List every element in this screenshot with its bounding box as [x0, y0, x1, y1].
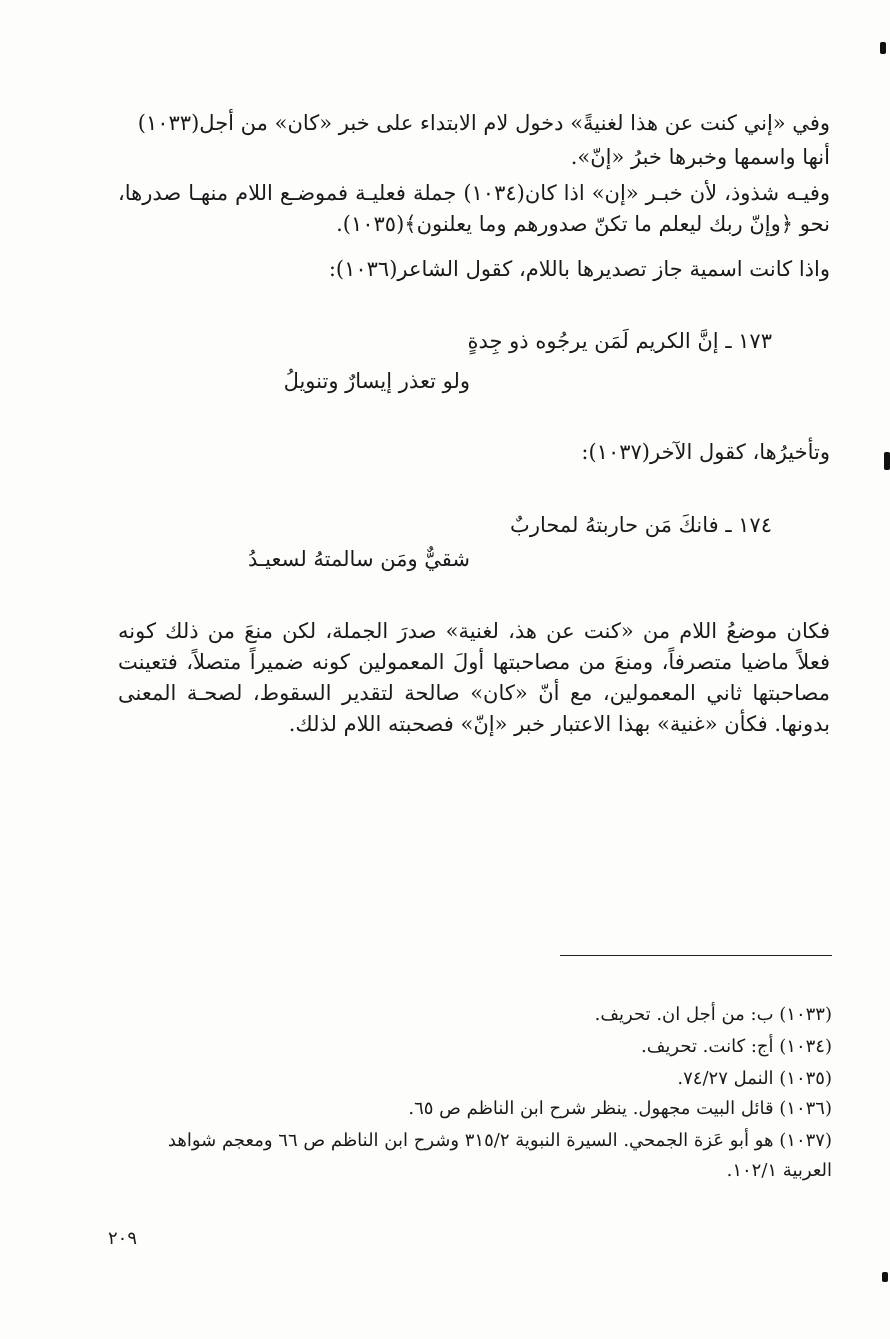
verse-174-second-hemistich: شقيٌّ ومَن سالمتهُ لسعيـدُ — [247, 547, 470, 571]
edge-mark-bottom — [882, 1272, 888, 1282]
body-line-1: وفي «إني كنت عن هذا لغنيةً» دخول لام الابتداء على خبر «كان» من أجل(١٠٣٣) — [137, 111, 830, 135]
body-line-akhir: وتأخيرُها، كقول الآخر(١٠٣٧): — [581, 440, 830, 464]
footnote-1035: (١٠٣٥) النمل ٧٤/٢٧. — [677, 1068, 832, 1089]
page-number: ٢٠٩ — [108, 1228, 138, 1249]
body-paragraph-final: فكان موضعُ اللام من «كنت عن هذ، لغنية» صدرَ الجملة، لكن منعَ من ذلك كونه فعلاً ماضيا متصرفاً، ومنعَ من مصاحبتها أولَ المعمولين كونه ضميراً متصلاً، فتعينت مصاحبتها ثاني المعمولين، مع أنّ «كان» صالحة لتقدير السقوط، لصحـة المعنى بدونها. فكأن «غنية» بهذا الاعتبار خبر «إنّ» فصحبته اللام لذلك. — [118, 619, 830, 736]
edge-mark-top — [880, 42, 886, 54]
body-line-2: أنها واسمها وخبرها خبرُ «إنّ». — [570, 145, 830, 169]
verse-173-second-hemistich: ولو تعذر إيسارٌ وتنويلُ — [283, 369, 470, 393]
edge-mark-middle — [884, 452, 890, 470]
footnote-separator — [560, 955, 832, 956]
footnote-1034: (١٠٣٤) أج: كانت. تحريف. — [641, 1036, 832, 1057]
body-line-5: واذا كانت اسمية جاز تصديرها باللام، كقول الشاعر(١٠٣٦): — [328, 257, 830, 281]
footnote-1036: (١٠٣٦) قائل البيت مجهول. ينظر شرح ابن الناظم ص ٦٥. — [408, 1098, 832, 1119]
footnote-1037: (١٠٣٧) هو أبو عَزة الجمحي. السيرة النبوية ٣١٥/٢ وشرح ابن الناظم ص ٦٦ ومعجم شواهد العربية ١٠٢/١. — [167, 1130, 832, 1181]
footnote-1033: (١٠٣٣) ب: من أجل ان. تحريف. — [594, 1004, 832, 1025]
verse-174-first-hemistich: ١٧٤ ـ فانكَ مَن حاربتهُ لمحاربٌ — [510, 513, 772, 537]
body-paragraph-2: وفيـه شذوذ، لأن خبـر «إن» اذا كان(١٠٣٤) جملة فعليـة فموضـع اللام منهـا صدرها، نحو ﴿وإنّ ربك ليعلم ما تكنّ صدورهم وما يعلنون﴾(١٠٣٥). — [118, 181, 830, 236]
verse-173-first-hemistich: ١٧٣ ـ إنَّ الكريم لَمَن يرجُوه ذو جِدةٍ — [467, 329, 772, 353]
